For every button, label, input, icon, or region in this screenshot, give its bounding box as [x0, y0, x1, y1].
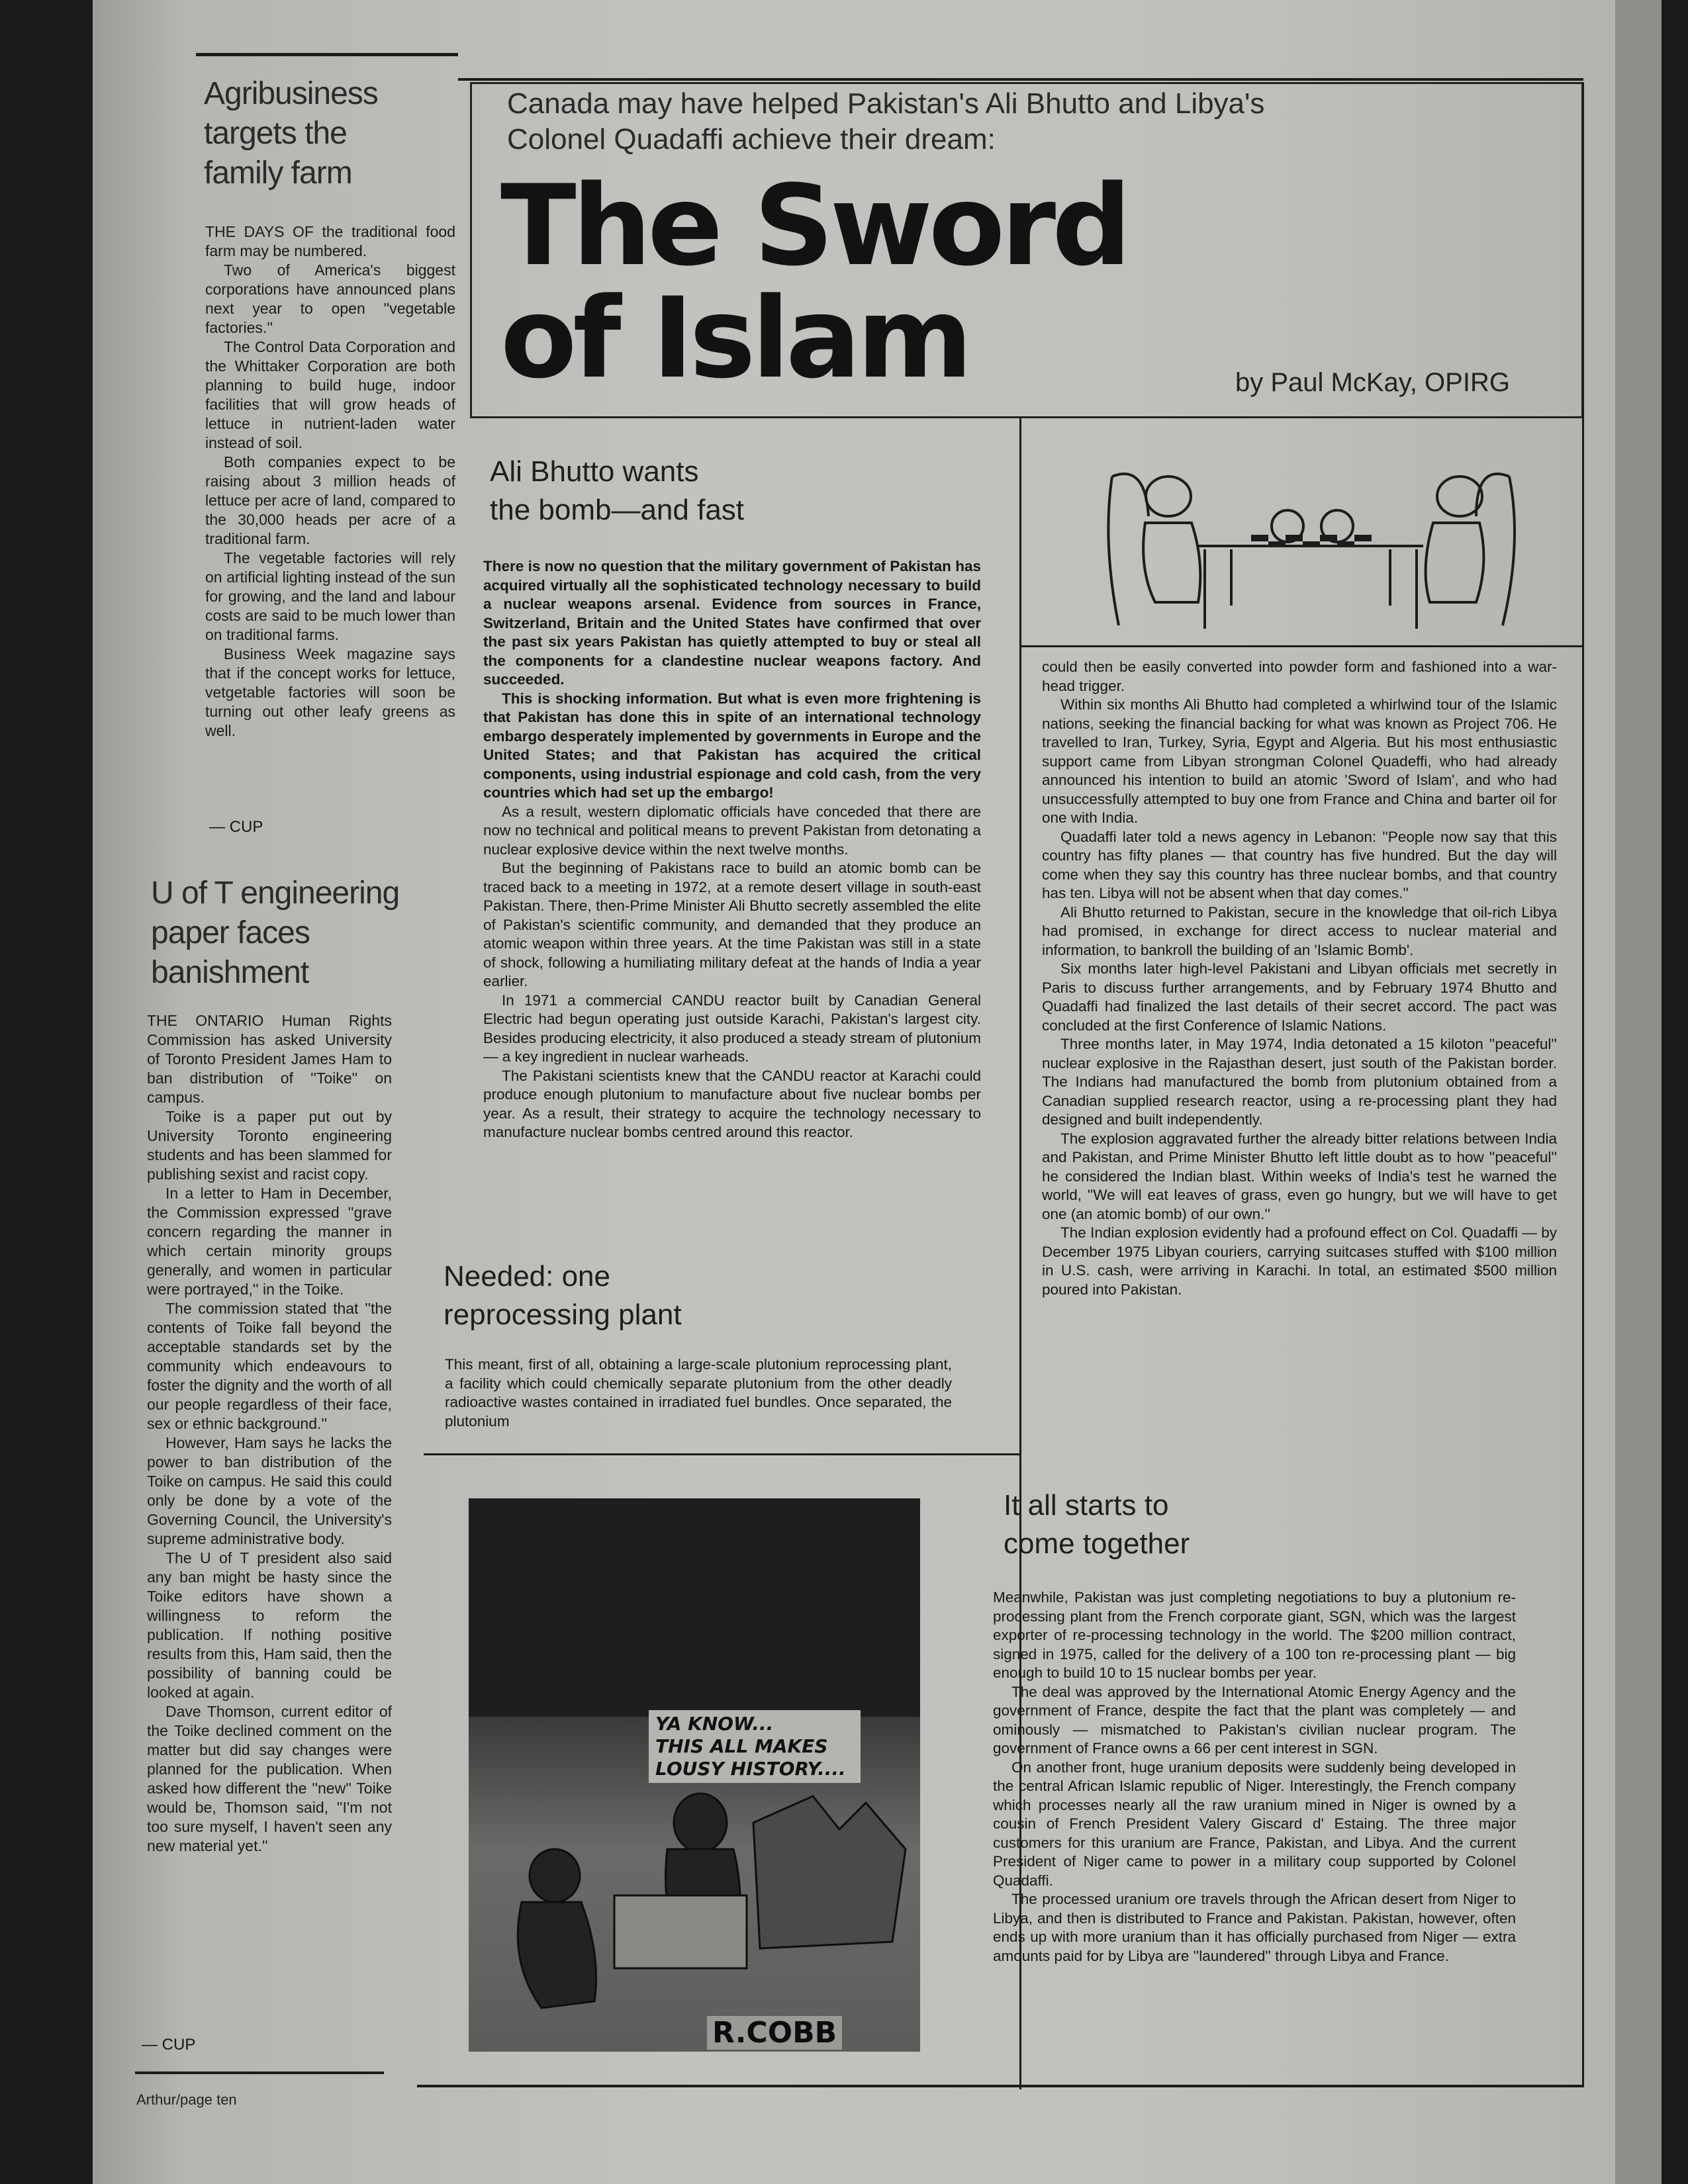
- article-headline: The Sword of Islam: [500, 161, 1128, 403]
- cartoon-caption: YA KNOW... THIS ALL MAKES LOUSY HISTORY....: [649, 1710, 861, 1783]
- article-kicker: Canada may have helped Pakistan's Ali Bhutto and Libya's Colonel Quadaffi achieve their dream:: [507, 87, 1265, 156]
- section2-subhead: Needed: one reprocessing plant: [444, 1260, 682, 1331]
- section1-subhead: Ali Bhutto wants the bomb—and fast: [490, 455, 745, 526]
- chessboard: [1251, 535, 1372, 547]
- editorial-cartoon: [469, 1498, 920, 2052]
- section1-body: There is now no question that the military government of Pakistan has acquired virtually all the sophisticated technology necessary to build a nuclear weapons arsenal. Evidence from sources in France, Switzerland, Britain and the United States have confirmed that over the past six years Pakistan has quietly attempted to buy or steal all the components for a clandestine nuclear weapons factory. And succeeded. This is shocking information. But what is even more frightening is that Pakistan has done this in spite of an international technology embargo desperately implemented by governments in Europe and the United States; and that Pakistan has acquired the critical components, using industrial espionage and cold cash, from the very countries which had set up the embargo! As a result, western diplomatic officials have conceded that there are now no technical and political means to prevent Pakistan from detonating a nuclear explosive device within the next twelve months. But the beginning of Pakistans race to build an atomic bomb can be traced back to a meeting in 1972, at a remote desert village in south-east Pakistan. There, then-Prime Minister Ali Bhutto secretly assembled the elite of Pakistan's scientific community, and demanded that they produce an atomic weapon within three years. At the time Pakistan was still in a state of shock, following a humiliating military defeat at the hands of India a year earlier. In 1971 a commercial CANDU reactor built by Canadian General Electric had begun operating just outside Karachi, Pakistan's largest city. Besides producing electricity, it also produced a steady stream of plutonium — a key ingredient in nuclear warheads. The Pakistani scientists knew that the CANDU reactor at Karachi could produce enough plutonium to manufacture about five nuclear bombs per year. As a result, their strategy to acquire the technology necessary to manufacture nuclear bombs centred around this reactor.: [483, 558, 981, 1140]
- article-byline: by Paul McKay, OPIRG: [1235, 368, 1510, 397]
- article-top-rule: [458, 78, 1583, 81]
- cartoonist-signature: R.COBB: [707, 2016, 842, 2050]
- crouching-figure-body: [518, 1902, 596, 2008]
- cartoon-rubble-scene: [469, 1783, 920, 2052]
- sidebar-bottom-rule: [135, 2071, 384, 2074]
- page-folio: Arthur/page ten: [136, 2091, 237, 2108]
- game-table: [1198, 546, 1423, 629]
- section2-body: This meant, first of all, obtaining a large-scale plutonium reprocessing plant, a facility which could chemically separate plutonium from the other deadly radioactive wastes contained in irradiated fuel bundles. Once separated, the plutonium: [445, 1356, 952, 1430]
- sidebar-story2-body: THE ONTARIO Human Rights Commission has asked University of Toronto President James Ham to ban distribution of ''Toike'' on campus. Toike is a paper put out by University Toronto engineering students and has been slammed for publishing sexist and racist copy. In a letter to Ham in December, the Commission expressed ''grave concern regarding the manner in which certain minority groups generally, and women in particular were portrayed,'' in the Toike. The commission stated that ''the contents of Toike fall beyond the acceptable standards set by the community which endeavours to foster the dignity and the worth of all our people regardless of their face, sex or ethnic background.'' However, Ham says he lacks the power to ban distribution of the Toike on campus. He said this could only be done by a vote of the Governing Council, the University's supreme administrative body. The U of T president also said any ban might be hasty since the Toike editors have shown a willingness to reform the publication. If nothing positive results from this, Ham said, then the possibility of banning could be looked at again. Dave Thomson, current editor of the Toike declined comment on the matter but did say changes were planned for the publication. When asked how different the ''new'' Toike would be, Thomson said, ''I'm not too sure myself, I haven't seen any new material yet.'': [147, 1012, 392, 1854]
- illustration-bottom-rule: [1021, 645, 1583, 647]
- sidebar-story1-headline: Agribusiness targets the family farm: [204, 76, 378, 191]
- rubble-desk: [614, 1895, 747, 1968]
- sidebar-top-rule: [196, 53, 458, 56]
- section3-subhead: It all starts to come together: [1004, 1489, 1190, 1560]
- article-bottom-rule: [417, 2085, 1582, 2087]
- left-player-head: [1146, 477, 1191, 516]
- left-player-body: [1143, 523, 1200, 602]
- chess-players-illustration: [1099, 437, 1523, 635]
- sidebar-story1-signature: — CUP: [209, 818, 263, 836]
- seated-figure-head: [674, 1794, 727, 1852]
- adjacent-page-edge: [1615, 0, 1662, 2184]
- right-player-body: [1426, 523, 1484, 602]
- sidebar-story1-body: THE DAYS OF the traditional food farm may be numbered. Two of America's biggest corporations have announced plans next year to open ''vegetable factories.'' The Control Data Corporation and the Whittaker Corporation are both planning to build huge, indoor facilities that will grow heads of lettuce in nutrient-laden water instead of soil. Both companies expect to be raising about 3 million heads of lettuce per acre of land, compared to the 30,000 heads per acre of a traditional farm. The vegetable factories will rely on artificial lighting instead of the sun for growing, and the land and labour costs are said to be much lower than on traditional farms. Business Week magazine says that if the concept works for lettuce, vetgetable factories will soon be turning out other leafy greens as well.: [205, 223, 455, 739]
- ruined-buildings: [753, 1796, 906, 1948]
- crouching-figure-head: [530, 1849, 580, 1902]
- section3-body: Meanwhile, Pakistan was just completing negotiations to buy a plutonium re-processing plant from the French corporate giant, SGN, which was the largest exporter of re-processing technology in the world. The $200 million contract, signed in 1975, called for the delivery of a 100 ton re-processing plant — big enough to build 10 to 15 nuclear bombs per year. The deal was approved by the International Atomic Energy Agency and the government of France, despite the fact that the plant was completely — and ominously — mismatched to Pakistan's civilian nuclear program. The government of France owns a 66 per cent interest in SGN. On another front, huge uranium deposits were suddenly being developed in the central African Islamic republic of Niger. Interestingly, the French company which processes nearly all the raw uranium mined in Niger is owned by a cousin of French President Valery Giscard d' Estaing. The three major customers for this uranium are France, Pakistan, and Libya. And the current President of Niger came to power in a military coup supported by Colonel Quadaffi. The processed uranium ore travels through the African desert from Niger to Libya, and then is distributed to France and Pakistan. Pakistan, however, often ends up with more uranium than it has officially purchased from Niger — extra amounts paid for by Libya are ''laundered'' through Libya and France.: [993, 1589, 1516, 1964]
- cartoon-top-rule: [424, 1453, 1019, 1455]
- column2-body: could then be easily converted into powder form and fashioned into a war-head trigger. Within six months Ali Bhutto had completed a whirlwind tour of the Islamic nations, seeking the financial backing for what was known as Project 706. He travelled to Iran, Turkey, Syria, Egypt and Algeria. But his most enthusiastic support came from Libyan strongman Colonel Quadeffi, who had already announced his intention to build an atomic 'Sword of Islam', and who had unsuccessfully attempted to buy one from France and China and barter oil for one with India. Quadaffi later told a news agency in Lebanon: ''People now say that this country has fifty planes — that country has five hundred. But the day will come when they say this country has three nuclear bombs, and that country has ten. Libya will not be absent when that day comes.'' Ali Bhutto returned to Pakistan, secure in the knowledge that oil-rich Libya had promised, in exchange for direct access to nuclear material and information, to bankroll the building of an 'Islamic Bomb'. Six months later high-level Pakistani and Libyan officials met secretly in Paris to discuss further arrangements, and by February 1974 Bhutto and Quadaffi had finalized the last details of their secret accord. The pact was concluded at the first Conference of Islamic Nations. Three months later, in May 1974, India detonated a 15 kiloton ''peaceful'' nuclear explosive in the Rajasthan desert, just south of the Pakistan border. The Indians had manufactured the bomb from plutonium obtained from a Canadian supplied research reactor, using a re-processing plant they had designed and built independently. The explosion aggravated further the already bitter relations between India and Pakistan, and Prime Minister Bhutto left little doubt as to how ''peaceful'' he considered the Indian blast. Within weeks of India's test he warned the world, ''We will eat leaves of grass, even go hungry, but we will have to get one (an atomic bomb) of our own.'' The Indian explosion evidently had a profound effect on Col. Quadaffi — by December 1975 Libyan couriers, carrying suitcases stuffed with $100 million in U.S. cash, were arriving in Karachi. In total, an estimated $500 million poured into Pakistan.: [1042, 659, 1557, 1298]
- sidebar-story2-signature: — CUP: [142, 2036, 196, 2054]
- article-right-rule: [1582, 82, 1584, 2087]
- sidebar-story2-headline: U of T engineering paper faces banishment: [151, 876, 400, 990]
